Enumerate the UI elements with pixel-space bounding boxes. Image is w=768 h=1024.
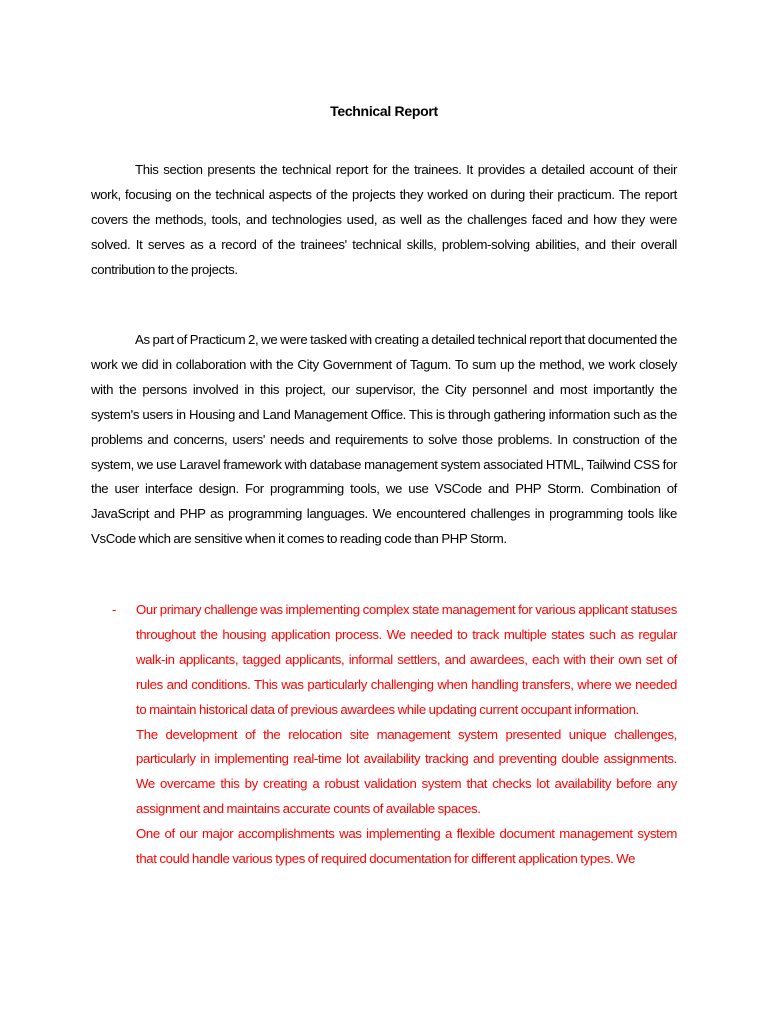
challenges-list [136, 598, 677, 872]
intro-paragraph: This section presents the technical report for the trainees. It provides a detailed account of their work, focusing on the technical aspects of the projects they worked on during their practicum. The report covers the methods, tools, and technologies used, as well as the challenges faced and how they were solved. It serves as a record of the trainees' technical skills, problem-solving abilities, and their overall contribution to the projects. [91, 162, 677, 277]
bullet-marker: - [112, 602, 117, 617]
document-title: Technical Report [330, 103, 438, 119]
accomplishment-document-management: One of our major accomplishments was implementing a flexible document management system that could handle various types of required documentation for different application types. We [136, 826, 677, 867]
method-paragraph: As part of Practicum 2, we were tasked with creating a detailed technical report that documented the work we did in collaboration with the City Government of Tagum. To sum up the method, we work closely with the persons involved in this project, our supervisor, the City personnel and most importantly the system's users in Housing and Land Management Office. This is through gathering information such as the problems and concerns, users' needs and requirements to solve those problems. In construction of the system, we use Laravel framework with database management system associated HTML, Tailwind CSS for the user interface design. For programming tools, we use VSCode and PHP Storm. Combination of JavaScript and PHP as programming languages. We encountered challenges in programming tools like VsCode which are sensitive when it comes to reading code than PHP Storm. [91, 332, 677, 547]
challenge-relocation-site: The development of the relocation site management system presented unique challenges, particularly in implementing real-time lot availability tracking and preventing double assignments. We overcame this by creating a robust validation system that checks lot availability before any assignment and maintains accurate counts of available spaces. [136, 726, 677, 817]
challenge-state-management: Our primary challenge was implementing complex state management for various applicant statuses throughout the housing application process. We needed to track multiple states such as regular walk-in applicants, tagged applicants, informal settlers, and awardees, each with their own set of rules and conditions. This was particularly challenging when handling transfers, where we needed to maintain historical data of previous awardees while updating current occupant information. [136, 602, 677, 717]
